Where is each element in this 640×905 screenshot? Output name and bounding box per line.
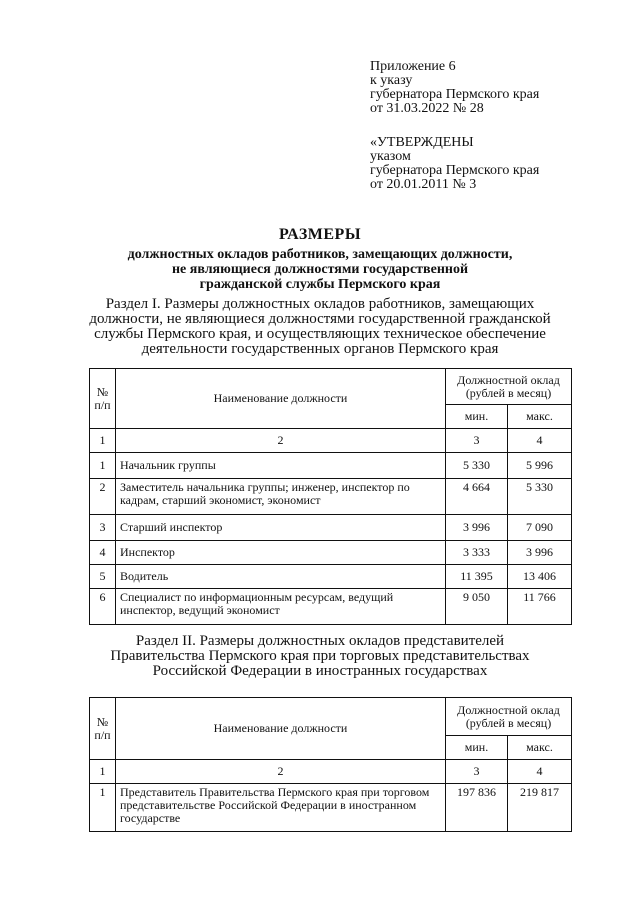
index-cell: 1	[90, 429, 116, 453]
row-max: 7 090	[508, 515, 572, 541]
appendix-block	[370, 60, 539, 116]
header-salary: Должностной оклад (рублей в месяц)	[446, 698, 572, 736]
row-position: Представитель Правительства Пермского края при торговом представительстве Российской Федерации в иностранном государстве	[116, 784, 446, 832]
row-num: 2	[90, 479, 116, 515]
section-heading-line: Раздел I. Размеры должностных окладов работников, замещающих	[105, 296, 535, 312]
table-row	[90, 784, 572, 832]
index-cell: 2	[116, 429, 446, 453]
header-num: № п/п	[90, 369, 116, 429]
index-cell: 3	[446, 429, 508, 453]
row-num: 3	[90, 515, 116, 541]
appendix-line: от 31.03.2022 № 28	[370, 101, 484, 116]
header-num: № п/п	[90, 698, 116, 760]
row-min: 3 996	[446, 515, 508, 541]
index-row	[90, 760, 572, 784]
index-cell: 1	[90, 760, 116, 784]
header-position: Наименование должности	[116, 698, 446, 760]
row-num: 4	[90, 541, 116, 565]
header-salary: Должностной оклад (рублей в месяц)	[446, 369, 572, 405]
approved-line: губернатора Пермского края	[370, 163, 540, 178]
document-title: РАЗМЕРЫ	[278, 226, 362, 243]
row-position: Начальник группы	[116, 453, 446, 479]
header-max: макс.	[508, 736, 572, 760]
row-max: 13 406	[508, 565, 572, 589]
row-min: 4 664	[446, 479, 508, 515]
row-num: 6	[90, 589, 116, 625]
row-num: 1	[90, 784, 116, 832]
row-position: Водитель	[116, 565, 446, 589]
header-min: мин.	[446, 736, 508, 760]
section-heading-line: службы Пермского края, и осуществляющих техническое обеспечение	[94, 326, 546, 342]
row-position: Специалист по информационным ресурсам, ведущий инспектор, ведущий экономист	[116, 589, 446, 625]
row-position: Заместитель начальника группы; инженер, инспектор по кадрам, старший экономист, экономист	[116, 479, 446, 515]
row-position: Старший инспектор	[116, 515, 446, 541]
index-cell: 4	[508, 760, 572, 784]
table-row	[90, 589, 572, 625]
row-min: 9 050	[446, 589, 508, 625]
header-min: мин.	[446, 405, 508, 429]
row-max: 3 996	[508, 541, 572, 565]
subtitle-line: не являющиеся должностями государственной	[171, 262, 469, 277]
row-min: 11 395	[446, 565, 508, 589]
approved-block	[370, 136, 539, 192]
appendix-line: к указу	[370, 73, 413, 88]
row-max: 5 996	[508, 453, 572, 479]
row-position: Инспектор	[116, 541, 446, 565]
approved-line: «УТВЕРЖДЕНЫ	[370, 135, 474, 150]
appendix-line: губернатора Пермского края	[370, 87, 540, 102]
subtitle-line: должностных окладов работников, замещающих должности,	[127, 247, 513, 262]
approved-line: указом	[370, 149, 411, 164]
index-cell: 2	[116, 760, 446, 784]
section-heading-line: должности, не являющиеся должностями государственной гражданской	[89, 311, 551, 327]
section1-heading	[0, 297, 640, 357]
row-num: 5	[90, 565, 116, 589]
index-cell: 4	[508, 429, 572, 453]
section-heading-line: деятельности государственных органов Пермского края	[141, 341, 499, 357]
salary-table-section1	[89, 368, 572, 625]
section-heading-line: Правительства Пермского края при торговых представительствах	[110, 648, 530, 664]
section-heading-line: Раздел II. Размеры должностных окладов представителей	[135, 633, 505, 649]
row-min: 3 333	[446, 541, 508, 565]
approved-line: от 20.01.2011 № 3	[370, 177, 477, 192]
subtitle-line: гражданской службы Пермского края	[199, 277, 441, 292]
document-subtitle	[0, 247, 640, 292]
index-row	[90, 429, 572, 453]
header-position: Наименование должности	[116, 369, 446, 429]
row-min: 197 836	[446, 784, 508, 832]
table-row	[90, 565, 572, 589]
salary-table-section2	[89, 697, 572, 832]
row-num: 1	[90, 453, 116, 479]
row-min: 5 330	[446, 453, 508, 479]
table-row	[90, 453, 572, 479]
table-row	[90, 479, 572, 515]
table-row	[90, 515, 572, 541]
section2-heading	[0, 634, 640, 679]
header-max: макс.	[508, 405, 572, 429]
appendix-line: Приложение 6	[370, 59, 456, 74]
index-cell: 3	[446, 760, 508, 784]
section-heading-line: Российской Федерации в иностранных государствах	[152, 663, 488, 679]
table-row	[90, 541, 572, 565]
row-max: 11 766	[508, 589, 572, 625]
row-max: 219 817	[508, 784, 572, 832]
row-max: 5 330	[508, 479, 572, 515]
